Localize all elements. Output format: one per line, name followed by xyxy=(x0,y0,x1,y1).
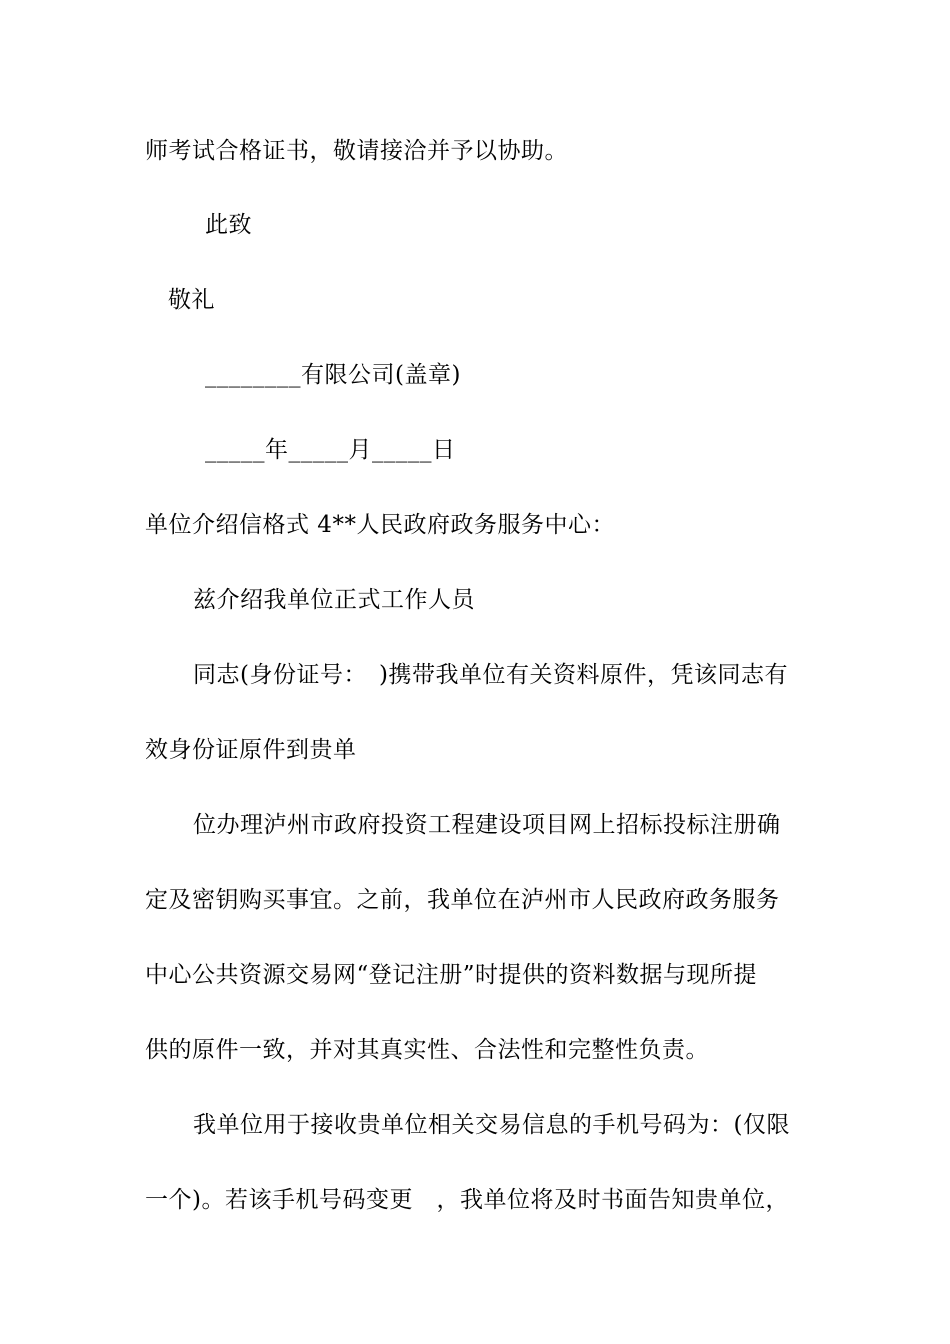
text-line: 定及密钥购买事宜。之前，我单位在泸州市人民政府政务服务 xyxy=(145,887,780,913)
text-line: 位办理泸州市政府投资工程建设项目网上招标投标注册确 xyxy=(193,812,781,838)
text-line: 同志(身份证号： )携带我单位有关资料原件，凭该同志有 xyxy=(193,662,788,688)
section-heading: 单位介绍信格式 4**人民政府政务服务中心： xyxy=(145,512,615,538)
text-line: 我单位用于接收贵单位相关交易信息的手机号码为：(仅限 xyxy=(193,1112,790,1138)
text-line: 一个)。若该手机号码变更 ，我单位将及时书面告知贵单位， xyxy=(145,1187,789,1213)
date-line: _____年_____月_____日 xyxy=(205,437,456,463)
text-line: 师考试合格证书，敬请接洽并予以协助。 xyxy=(145,138,568,164)
salutation-line: 敬礼 xyxy=(168,287,215,313)
text-line: 兹介绍我单位正式工作人员 xyxy=(193,587,475,613)
salutation-line: 此致 xyxy=(205,212,252,238)
text-line: 供的原件一致，并对其真实性、合法性和完整性负责。 xyxy=(145,1037,709,1063)
text-line: 效身份证原件到贵单 xyxy=(145,737,357,763)
company-seal-line: ________有限公司(盖章) xyxy=(205,362,461,388)
text-line: 中心公共资源交易网“登记注册”时提供的资料数据与现所提 xyxy=(145,962,758,988)
